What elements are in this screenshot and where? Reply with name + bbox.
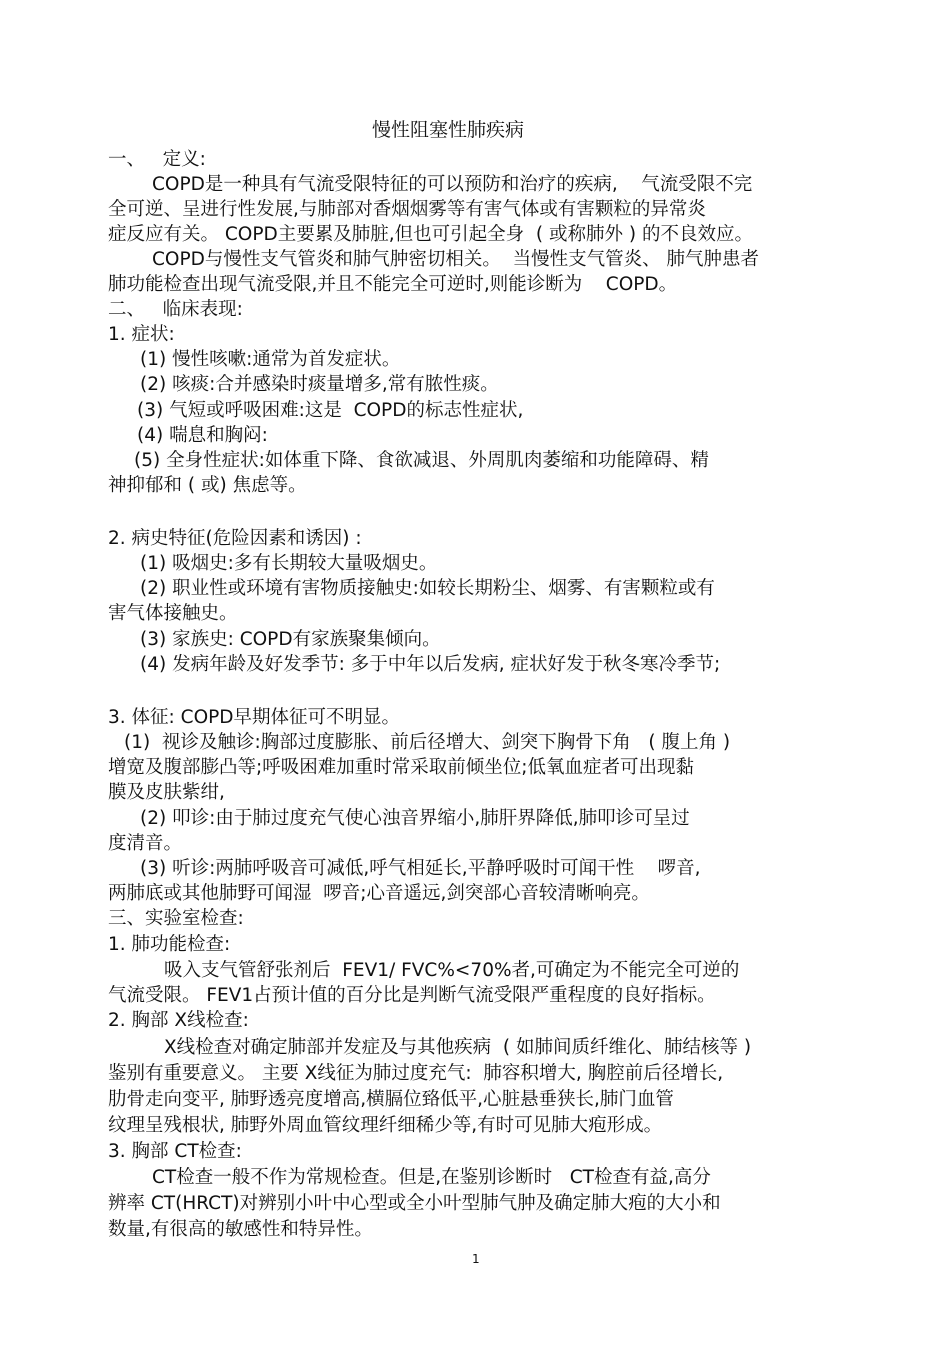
text-line: 害气体接触史。 <box>108 603 238 624</box>
list-item: (1) 视诊及触诊:胸部过度膨胀、前后径增大、剑突下胸骨下角 ( 腹上角 ) <box>124 732 731 753</box>
page-title: 慢性阻塞性肺疾病 <box>372 119 525 141</box>
list-item: (1) 慢性咳嗽:通常为首发症状。 <box>140 349 401 370</box>
text-line: 度清音。 <box>108 833 183 854</box>
text-line: 肋骨走向变平, 肺野透亮度增高,横膈位臵低平,心脏悬垂狭长,肺门血管 <box>108 1089 674 1110</box>
subsection-heading: 3. 胸部 CT检查: <box>108 1141 242 1162</box>
list-item: (4) 发病年龄及好发季节: 多于中年以后发病, 症状好发于秋冬寒冷季节; <box>140 654 721 675</box>
subsection-heading: 3. 体征: COPD早期体征可不明显。 <box>108 707 401 728</box>
text-line: CT检查一般不作为常规检查。但是,在鉴别诊断时 CT检查有益,高分 <box>152 1167 711 1188</box>
subsection-heading: 2. 胸部 X线检查: <box>108 1010 249 1031</box>
section-heading-lab: 三、实验室检查: <box>108 908 244 929</box>
text-line: COPD是一种具有气流受限特征的可以预防和治疗的疾病, 气流受限不完 <box>152 174 753 195</box>
text-line: 肺功能检查出现气流受限,并且不能完全可逆时,则能诊断为 COPD。 <box>108 274 678 295</box>
list-item: (3) 听诊:两肺呼吸音可减低,呼气相延长,平静呼吸时可闻干性 啰音, <box>140 858 701 879</box>
subsection-heading: 2. 病史特征(危险因素和诱因) : <box>108 528 362 549</box>
list-item: (2) 叩诊:由于肺过度充气使心浊音界缩小,肺肝界降低,肺叩诊可呈过 <box>140 808 690 829</box>
text-line: 数量,有很高的敏感性和特异性。 <box>108 1219 373 1240</box>
text-line: 膜及皮肤紫绀, <box>108 782 225 803</box>
text-line: 全可逆、呈进行性发展,与肺部对香烟烟雾等有害气体或有害颗粒的异常炎 <box>108 199 706 220</box>
section-heading-definition: 一、 定义: <box>108 149 206 170</box>
list-item: (5) 全身性症状:如体重下降、食欲减退、外周肌肉萎缩和功能障碍、精 <box>134 450 709 471</box>
list-item: (2) 职业性或环境有害物质接触史:如较长期粉尘、烟雾、有害颗粒或有 <box>140 578 715 599</box>
text-line: COPD与慢性支气管炎和肺气肿密切相关。 当慢性支气管炎、 肺气肿患者 <box>152 249 760 270</box>
text-line: 神抑郁和 ( 或) 焦虑等。 <box>108 475 307 496</box>
text-line: 辨率 CT(HRCT)对辨别小叶中心型或全小叶型肺气肿及确定肺大疱的大小和 <box>108 1193 721 1214</box>
subsection-heading: 1. 肺功能检查: <box>108 934 231 955</box>
section-heading-clinical: 二、 临床表现: <box>108 299 243 320</box>
text-line: 鉴别有重要意义。 主要 X线征为肺过度充气: 肺容积增大, 胸腔前后径增长, <box>108 1063 724 1084</box>
text-line: 两肺底或其他肺野可闻湿 啰音;心音遥远,剑突部心音较清晰响亮。 <box>108 883 650 904</box>
list-item: (1) 吸烟史:多有长期较大量吸烟史。 <box>140 553 438 574</box>
text-line: 增宽及腹部膨凸等;呼吸困难加重时常采取前倾坐位;低氧血症者可出现黏 <box>108 757 694 778</box>
page-number: 1 <box>472 1252 480 1266</box>
text-line: 症反应有关。 COPD主要累及肺脏,但也可引起全身 ( 或称肺外 ) 的不良效应。 <box>108 224 753 245</box>
list-item: (2) 咳痰:合并感染时痰量增多,常有脓性痰。 <box>140 374 499 395</box>
list-item: (4) 喘息和胸闷: <box>137 425 268 446</box>
text-line: 吸入支气管舒张剂后 FEV1/ FVC%<70%者,可确定为不能完全可逆的 <box>164 960 740 981</box>
text-line: X线检查对确定肺部并发症及与其他疾病 ( 如肺间质纤维化、肺结核等 ) <box>164 1037 752 1058</box>
text-line: 纹理呈残根状, 肺野外周血管纹理纤细稀少等,有时可见肺大疱形成。 <box>108 1115 663 1136</box>
list-item: (3) 家族史: COPD有家族聚集倾向。 <box>140 629 441 650</box>
list-item: (3) 气短或呼吸困难:这是 COPD的标志性症状, <box>137 400 524 421</box>
text-line: 气流受限。 FEV1占预计值的百分比是判断气流受限严重程度的良好指标。 <box>108 985 716 1006</box>
subsection-heading: 1. 症状: <box>108 324 175 345</box>
